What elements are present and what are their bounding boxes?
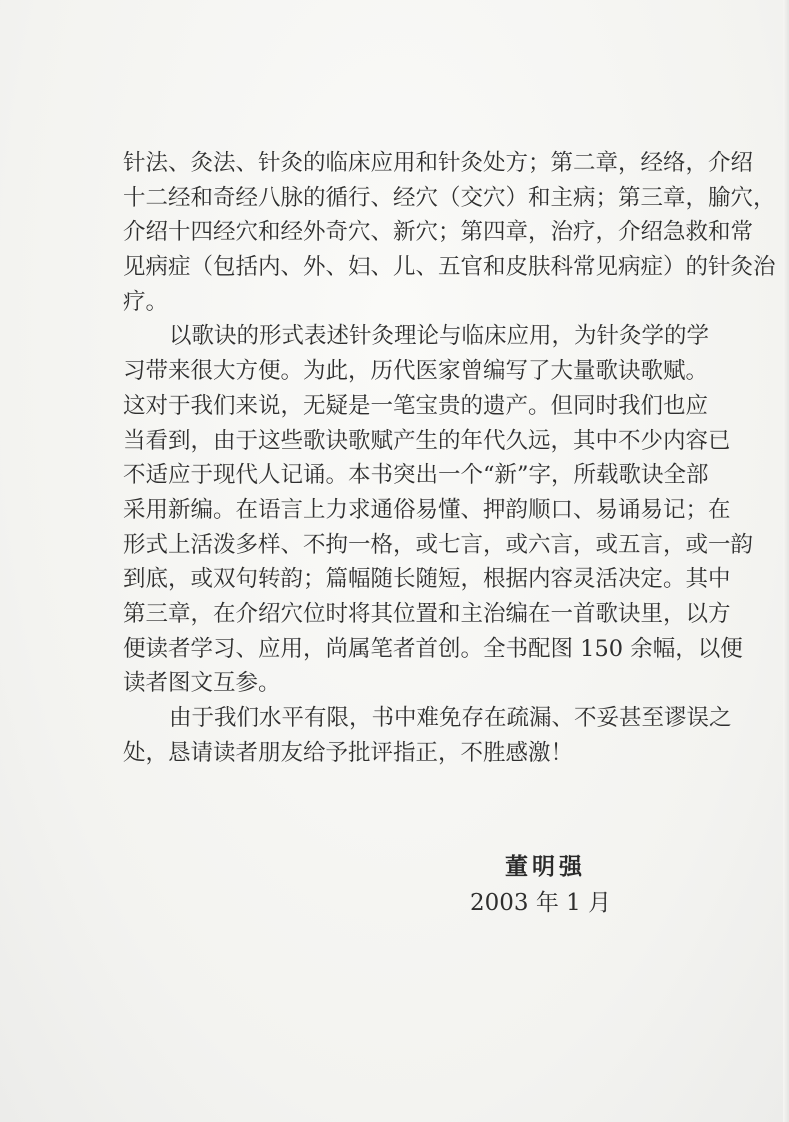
text-line: 这对于我们来说，无疑是一笔宝贵的遗产。但同时我们也应 bbox=[123, 392, 709, 419]
page-edge-shadow bbox=[783, 0, 789, 1122]
text-line: 形式上活泼多样、不拘一格，或七言，或六言，或五言，或一韵 bbox=[123, 531, 754, 558]
text-line: 处，恳请读者朋友给予批评指正，不胜感激！ bbox=[123, 739, 574, 766]
text-line: 十二经和奇经八脉的循行、经穴（交穴）和主病；第三章，腧穴， bbox=[123, 184, 776, 211]
text-line: 介绍十四经穴和经外奇穴、新穴；第四章，治疗，介绍急救和常 bbox=[123, 219, 754, 246]
text-line: 到底，或双句转韵；篇幅随长随短，根据内容灵活决定。其中 bbox=[123, 566, 731, 593]
text-line: 不适应于现代人记诵。本书突出一个“新”字，所载歌诀全部 bbox=[123, 462, 709, 489]
text-line: 采用新编。在语言上力求通俗易懂、押韵顺口、易诵易记；在 bbox=[123, 496, 731, 523]
author-signature: 董明强 bbox=[505, 853, 586, 880]
text-line: 读者图文互参。 bbox=[123, 670, 281, 697]
text-line: 当看到，由于这些歌诀歌赋产生的年代久远，其中不少内容已 bbox=[123, 427, 731, 454]
text-line: 见病症（包括内、外、妇、儿、五官和皮肤科常见病症）的针灸治 bbox=[123, 254, 776, 281]
text-line: 习带来很大方便。为此，历代医家曾编写了大量歌诀歌赋。 bbox=[123, 358, 709, 385]
text-line: 由于我们水平有限，书中难免存在疏漏、不妥甚至谬误之 bbox=[169, 705, 732, 731]
preface-body bbox=[123, 146, 776, 770]
preface-date: 2003 年 1 月 bbox=[470, 890, 612, 916]
text-line: 便读者学习、应用，尚属笔者首创。全书配图 150 余幅，以便 bbox=[123, 635, 743, 662]
text-line: 针法、灸法、针灸的临床应用和针灸处方；第二章，经络，介绍 bbox=[123, 150, 754, 176]
text-line: 以歌诀的形式表述针灸理论与临床应用，为针灸学的学 bbox=[169, 323, 710, 350]
text-line: 第三章，在介绍穴位时将其位置和主治编在一首歌诀里，以方 bbox=[123, 600, 731, 627]
text-line: 疗。 bbox=[123, 288, 169, 315]
